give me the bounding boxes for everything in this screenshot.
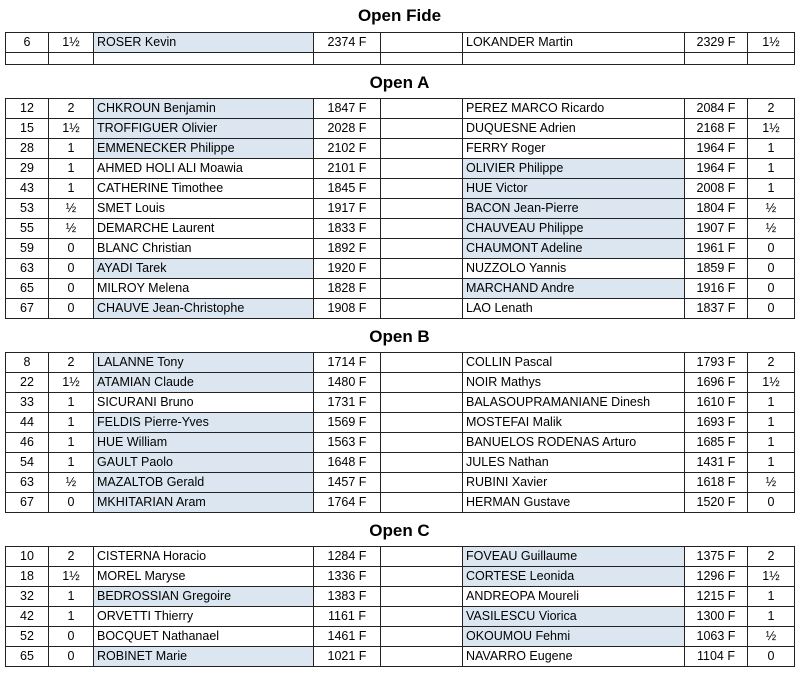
rating-right: 1300 F bbox=[684, 607, 747, 626]
score-right: 2 bbox=[747, 547, 795, 566]
rating-left: 1161 F bbox=[313, 607, 380, 626]
table-row bbox=[5, 353, 795, 373]
player-left: MAZALTOB Gerald bbox=[93, 473, 313, 492]
result-cell bbox=[380, 547, 462, 566]
player-right: CORTESE Leonida bbox=[462, 567, 684, 586]
score-right: 1 bbox=[747, 453, 795, 472]
score-left: 0 bbox=[48, 627, 93, 646]
result-cell bbox=[380, 647, 462, 666]
board-number: 59 bbox=[5, 239, 48, 258]
score-left: ½ bbox=[48, 199, 93, 218]
result-cell bbox=[380, 219, 462, 238]
player-left: MILROY Melena bbox=[93, 279, 313, 298]
table-row bbox=[5, 259, 795, 279]
result-cell bbox=[380, 299, 462, 318]
rating-left: 1563 F bbox=[313, 433, 380, 452]
rating-right: 1964 F bbox=[684, 139, 747, 158]
score-left: 1 bbox=[48, 587, 93, 606]
rating-right: 1431 F bbox=[684, 453, 747, 472]
pairings-table bbox=[5, 98, 795, 319]
player-right: COLLIN Pascal bbox=[462, 353, 684, 372]
player-left: BEDROSSIAN Gregoire bbox=[93, 587, 313, 606]
player-right: PEREZ MARCO Ricardo bbox=[462, 99, 684, 118]
table-row bbox=[5, 299, 795, 319]
table-row bbox=[5, 179, 795, 199]
score-right: 1½ bbox=[747, 373, 795, 392]
result-cell bbox=[380, 373, 462, 392]
score-left: 0 bbox=[48, 279, 93, 298]
board-number: 53 bbox=[5, 199, 48, 218]
score-left: ½ bbox=[48, 219, 93, 238]
rating-right: 2084 F bbox=[684, 99, 747, 118]
player-left: ROSER Kevin bbox=[93, 33, 313, 52]
rating-right: 2329 F bbox=[684, 33, 747, 52]
table-row bbox=[5, 547, 795, 567]
score-left: 1 bbox=[48, 139, 93, 158]
rating-left: 1461 F bbox=[313, 627, 380, 646]
board-number: 63 bbox=[5, 259, 48, 278]
result-cell bbox=[380, 139, 462, 158]
player-right: NAVARRO Eugene bbox=[462, 647, 684, 666]
board-number: 67 bbox=[5, 493, 48, 512]
player-right: VASILESCU Viorica bbox=[462, 607, 684, 626]
result-cell bbox=[380, 567, 462, 586]
rating-left: 1714 F bbox=[313, 353, 380, 372]
result-cell bbox=[380, 119, 462, 138]
score-left: 1 bbox=[48, 453, 93, 472]
score-left: 2 bbox=[48, 353, 93, 372]
rating-left: 1764 F bbox=[313, 493, 380, 512]
board-number: 12 bbox=[5, 99, 48, 118]
table-row bbox=[5, 199, 795, 219]
player-left: DEMARCHE Laurent bbox=[93, 219, 313, 238]
score-left: ½ bbox=[48, 473, 93, 492]
rating-left: 2101 F bbox=[313, 159, 380, 178]
score-right: 0 bbox=[747, 647, 795, 666]
score-left: 0 bbox=[48, 647, 93, 666]
score-right: 0 bbox=[747, 493, 795, 512]
rating-right: 1104 F bbox=[684, 647, 747, 666]
board-number: 15 bbox=[5, 119, 48, 138]
player-right: LAO Lenath bbox=[462, 299, 684, 318]
score-right: ½ bbox=[747, 627, 795, 646]
result-cell bbox=[380, 99, 462, 118]
pairings-table bbox=[5, 32, 795, 65]
rating-left: 1480 F bbox=[313, 373, 380, 392]
score-right: 1 bbox=[747, 179, 795, 198]
player-left: LALANNE Tony bbox=[93, 353, 313, 372]
table-row bbox=[5, 279, 795, 299]
rating-right: 1793 F bbox=[684, 353, 747, 372]
player-left: AYADI Tarek bbox=[93, 259, 313, 278]
score-left: 1½ bbox=[48, 33, 93, 52]
empty-cell bbox=[462, 53, 684, 64]
player-right: OLIVIER Philippe bbox=[462, 159, 684, 178]
player-left: BOCQUET Nathanael bbox=[93, 627, 313, 646]
player-left: TROFFIGUER Olivier bbox=[93, 119, 313, 138]
score-right: 1 bbox=[747, 413, 795, 432]
rating-left: 1731 F bbox=[313, 393, 380, 412]
empty-cell bbox=[684, 53, 747, 64]
empty-cell bbox=[48, 53, 93, 64]
empty-cell bbox=[380, 53, 462, 64]
score-right: ½ bbox=[747, 199, 795, 218]
section-title: Open A bbox=[369, 73, 430, 92]
board-number: 44 bbox=[5, 413, 48, 432]
rating-right: 1837 F bbox=[684, 299, 747, 318]
score-right: 1 bbox=[747, 433, 795, 452]
score-left: 1 bbox=[48, 607, 93, 626]
player-left: CHKROUN Benjamin bbox=[93, 99, 313, 118]
empty-cell bbox=[313, 53, 380, 64]
player-right: DUQUESNE Adrien bbox=[462, 119, 684, 138]
result-cell bbox=[380, 199, 462, 218]
player-right: NOIR Mathys bbox=[462, 373, 684, 392]
score-right: 0 bbox=[747, 299, 795, 318]
score-left: 2 bbox=[48, 547, 93, 566]
rating-left: 1847 F bbox=[313, 99, 380, 118]
score-right: 2 bbox=[747, 99, 795, 118]
player-left: AHMED HOLI ALI Moawia bbox=[93, 159, 313, 178]
player-left: EMMENECKER Philippe bbox=[93, 139, 313, 158]
table-row bbox=[5, 413, 795, 433]
board-number: 43 bbox=[5, 179, 48, 198]
score-right: 1½ bbox=[747, 33, 795, 52]
board-number: 18 bbox=[5, 567, 48, 586]
board-number: 67 bbox=[5, 299, 48, 318]
result-cell bbox=[380, 627, 462, 646]
player-right: FERRY Roger bbox=[462, 139, 684, 158]
score-left: 0 bbox=[48, 239, 93, 258]
score-left: 1 bbox=[48, 179, 93, 198]
rating-right: 2168 F bbox=[684, 119, 747, 138]
score-left: 1½ bbox=[48, 567, 93, 586]
rating-right: 1375 F bbox=[684, 547, 747, 566]
result-cell bbox=[380, 433, 462, 452]
rating-left: 1920 F bbox=[313, 259, 380, 278]
player-right: CHAUVEAU Philippe bbox=[462, 219, 684, 238]
score-left: 1½ bbox=[48, 119, 93, 138]
spacer-row bbox=[5, 53, 795, 65]
rating-right: 1961 F bbox=[684, 239, 747, 258]
player-right: MOSTEFAI Malik bbox=[462, 413, 684, 432]
rating-left: 2374 F bbox=[313, 33, 380, 52]
player-left: ATAMIAN Claude bbox=[93, 373, 313, 392]
rating-left: 1828 F bbox=[313, 279, 380, 298]
rating-right: 1916 F bbox=[684, 279, 747, 298]
table-row bbox=[5, 373, 795, 393]
table-row bbox=[5, 99, 795, 119]
score-right: 0 bbox=[747, 259, 795, 278]
section-title: Open C bbox=[369, 521, 430, 540]
table-row bbox=[5, 159, 795, 179]
board-number: 65 bbox=[5, 647, 48, 666]
table-row bbox=[5, 119, 795, 139]
board-number: 8 bbox=[5, 353, 48, 372]
table-row bbox=[5, 493, 795, 513]
rating-right: 1804 F bbox=[684, 199, 747, 218]
pairings-table bbox=[5, 546, 795, 667]
rating-left: 2102 F bbox=[313, 139, 380, 158]
result-cell bbox=[380, 239, 462, 258]
player-left: BLANC Christian bbox=[93, 239, 313, 258]
rating-right: 1215 F bbox=[684, 587, 747, 606]
result-cell bbox=[380, 493, 462, 512]
score-left: 2 bbox=[48, 99, 93, 118]
player-right: FOVEAU Guillaume bbox=[462, 547, 684, 566]
score-right: 0 bbox=[747, 239, 795, 258]
player-left: ORVETTI Thierry bbox=[93, 607, 313, 626]
rating-left: 1892 F bbox=[313, 239, 380, 258]
result-cell bbox=[380, 473, 462, 492]
score-left: 1 bbox=[48, 159, 93, 178]
rating-left: 1908 F bbox=[313, 299, 380, 318]
result-cell bbox=[380, 413, 462, 432]
player-right: BANUELOS RODENAS Arturo bbox=[462, 433, 684, 452]
score-right: 1 bbox=[747, 607, 795, 626]
empty-cell bbox=[5, 53, 48, 64]
board-number: 10 bbox=[5, 547, 48, 566]
player-left: CATHERINE Timothee bbox=[93, 179, 313, 198]
board-number: 52 bbox=[5, 627, 48, 646]
board-number: 29 bbox=[5, 159, 48, 178]
board-number: 33 bbox=[5, 393, 48, 412]
board-number: 22 bbox=[5, 373, 48, 392]
player-right: CHAUMONT Adeline bbox=[462, 239, 684, 258]
table-row bbox=[5, 139, 795, 159]
rating-right: 1063 F bbox=[684, 627, 747, 646]
board-number: 42 bbox=[5, 607, 48, 626]
rating-right: 2008 F bbox=[684, 179, 747, 198]
result-cell bbox=[380, 179, 462, 198]
rating-right: 1610 F bbox=[684, 393, 747, 412]
rating-left: 2028 F bbox=[313, 119, 380, 138]
rating-right: 1907 F bbox=[684, 219, 747, 238]
rating-left: 1457 F bbox=[313, 473, 380, 492]
rating-right: 1296 F bbox=[684, 567, 747, 586]
pairings-table bbox=[5, 352, 795, 513]
rating-left: 1383 F bbox=[313, 587, 380, 606]
score-left: 1 bbox=[48, 433, 93, 452]
player-right: BACON Jean-Pierre bbox=[462, 199, 684, 218]
player-right: HUE Victor bbox=[462, 179, 684, 198]
result-cell bbox=[380, 159, 462, 178]
player-left: SICURANI Bruno bbox=[93, 393, 313, 412]
table-row bbox=[5, 647, 795, 667]
rating-right: 1859 F bbox=[684, 259, 747, 278]
score-left: 1½ bbox=[48, 373, 93, 392]
table-row bbox=[5, 607, 795, 627]
player-left: CHAUVE Jean-Christophe bbox=[93, 299, 313, 318]
table-row bbox=[5, 473, 795, 493]
score-right: 1 bbox=[747, 159, 795, 178]
table-row bbox=[5, 393, 795, 413]
player-left: ROBINET Marie bbox=[93, 647, 313, 666]
player-left: MOREL Maryse bbox=[93, 567, 313, 586]
player-right: HERMAN Gustave bbox=[462, 493, 684, 512]
board-number: 46 bbox=[5, 433, 48, 452]
rating-right: 1964 F bbox=[684, 159, 747, 178]
board-number: 54 bbox=[5, 453, 48, 472]
section-title: Open Fide bbox=[357, 6, 442, 25]
result-cell bbox=[380, 279, 462, 298]
score-left: 0 bbox=[48, 493, 93, 512]
board-number: 63 bbox=[5, 473, 48, 492]
score-right: 2 bbox=[747, 353, 795, 372]
player-right: MARCHAND Andre bbox=[462, 279, 684, 298]
player-right: ANDREOPA Moureli bbox=[462, 587, 684, 606]
table-row bbox=[5, 239, 795, 259]
score-left: 1 bbox=[48, 413, 93, 432]
result-cell bbox=[380, 393, 462, 412]
score-right: 1 bbox=[747, 139, 795, 158]
player-right: BALASOUPRAMANIANE Dinesh bbox=[462, 393, 684, 412]
table-row bbox=[5, 433, 795, 453]
rating-right: 1693 F bbox=[684, 413, 747, 432]
player-left: MKHITARIAN Aram bbox=[93, 493, 313, 512]
score-right: 1½ bbox=[747, 119, 795, 138]
player-right: JULES Nathan bbox=[462, 453, 684, 472]
score-right: 1 bbox=[747, 393, 795, 412]
rating-right: 1685 F bbox=[684, 433, 747, 452]
player-left: GAULT Paolo bbox=[93, 453, 313, 472]
empty-cell bbox=[93, 53, 313, 64]
table-row bbox=[5, 627, 795, 647]
board-number: 6 bbox=[5, 33, 48, 52]
table-row bbox=[5, 453, 795, 473]
result-cell bbox=[380, 353, 462, 372]
rating-left: 1569 F bbox=[313, 413, 380, 432]
rating-left: 1021 F bbox=[313, 647, 380, 666]
rating-left: 1833 F bbox=[313, 219, 380, 238]
board-number: 55 bbox=[5, 219, 48, 238]
rating-left: 1917 F bbox=[313, 199, 380, 218]
score-right: ½ bbox=[747, 219, 795, 238]
score-left: 0 bbox=[48, 259, 93, 278]
score-right: 1 bbox=[747, 587, 795, 606]
player-left: HUE William bbox=[93, 433, 313, 452]
rating-left: 1336 F bbox=[313, 567, 380, 586]
empty-cell bbox=[747, 53, 795, 64]
table-row bbox=[5, 587, 795, 607]
board-number: 28 bbox=[5, 139, 48, 158]
result-cell bbox=[380, 453, 462, 472]
board-number: 65 bbox=[5, 279, 48, 298]
player-right: OKOUMOU Fehmi bbox=[462, 627, 684, 646]
score-right: 1½ bbox=[747, 567, 795, 586]
table-row bbox=[5, 219, 795, 239]
score-left: 1 bbox=[48, 393, 93, 412]
rating-left: 1284 F bbox=[313, 547, 380, 566]
result-cell bbox=[380, 607, 462, 626]
rating-left: 1648 F bbox=[313, 453, 380, 472]
rating-right: 1696 F bbox=[684, 373, 747, 392]
table-row bbox=[5, 567, 795, 587]
section-title: Open B bbox=[369, 327, 430, 346]
table-row bbox=[5, 33, 795, 53]
player-right: RUBINI Xavier bbox=[462, 473, 684, 492]
rating-right: 1520 F bbox=[684, 493, 747, 512]
player-left: FELDIS Pierre-Yves bbox=[93, 413, 313, 432]
result-cell bbox=[380, 587, 462, 606]
score-left: 0 bbox=[48, 299, 93, 318]
score-right: ½ bbox=[747, 473, 795, 492]
result-cell bbox=[380, 33, 462, 52]
rating-left: 1845 F bbox=[313, 179, 380, 198]
result-cell bbox=[380, 259, 462, 278]
board-number: 32 bbox=[5, 587, 48, 606]
player-left: SMET Louis bbox=[93, 199, 313, 218]
rating-right: 1618 F bbox=[684, 473, 747, 492]
player-left: CISTERNA Horacio bbox=[93, 547, 313, 566]
score-right: 0 bbox=[747, 279, 795, 298]
player-right: NUZZOLO Yannis bbox=[462, 259, 684, 278]
player-right: LOKANDER Martin bbox=[462, 33, 684, 52]
